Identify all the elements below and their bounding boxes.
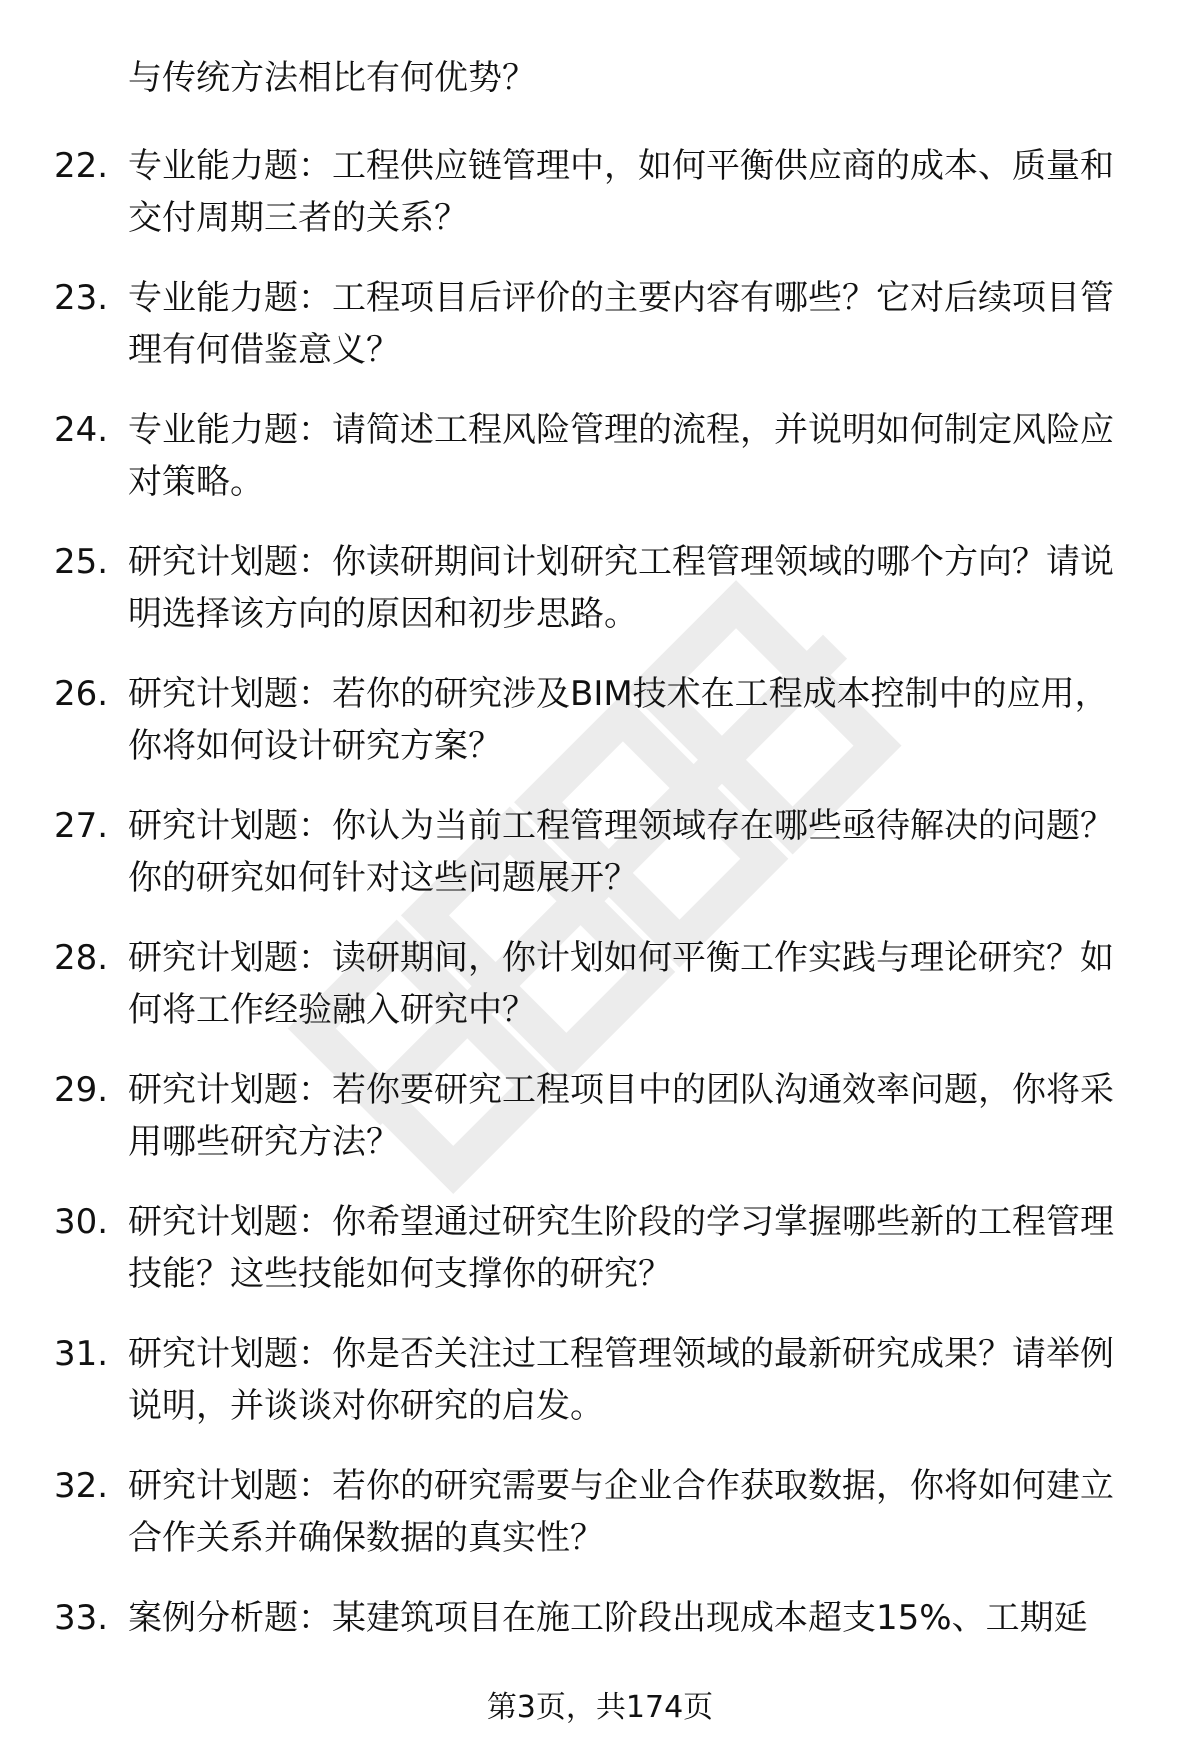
question-item: [0, 1460, 1200, 1592]
question-item: [0, 800, 1200, 932]
question-text: 专业能力题：工程项目后评价的主要内容有哪些？它对后续项目管理有何借鉴意义？: [128, 278, 1114, 370]
question-text: 研究计划题：读研期间，你计划如何平衡工作实践与理论研究？如何将工作经验融入研究中？: [128, 938, 1114, 1030]
question-text: 研究计划题：你认为当前工程管理领域存在哪些亟待解决的问题？你的研究如何针对这些问题展开？: [128, 806, 1114, 898]
question-text: 专业能力题：请简述工程风险管理的流程，并说明如何制定风险应对策略。: [128, 410, 1114, 502]
question-item: [0, 668, 1200, 800]
question-text: 专业能力题：工程供应链管理中，如何平衡供应商的成本、质量和交付周期三者的关系？: [128, 146, 1114, 238]
question-item: [0, 404, 1200, 536]
question-item: [0, 1196, 1200, 1328]
question-number: 25.: [54, 542, 109, 582]
question-number: 30.: [54, 1202, 109, 1242]
question-number: 31.: [54, 1334, 109, 1374]
question-number: 28.: [54, 938, 109, 978]
page-footer: 第3页，共174页: [486, 1690, 714, 1725]
question-text: 研究计划题：你读研期间计划研究工程管理领域的哪个方向？请说明选择该方向的原因和初步思路。: [128, 542, 1114, 634]
question-text: 研究计划题：你是否关注过工程管理领域的最新研究成果？请举例说明，并谈谈对你研究的启发。: [128, 1334, 1114, 1426]
question-item: [0, 272, 1200, 404]
question-item: [0, 932, 1200, 1064]
question-number: 27.: [54, 806, 109, 846]
question-number: 22.: [54, 146, 109, 186]
question-text: 研究计划题：若你的研究需要与企业合作获取数据，你将如何建立合作关系并确保数据的真实性？: [128, 1466, 1114, 1558]
question-item: [0, 140, 1200, 272]
question-list: [0, 140, 1200, 1724]
question-number: 29.: [54, 1070, 109, 1110]
question-number: 32.: [54, 1466, 109, 1506]
question-text: 案例分析题：某建筑项目在施工阶段出现成本超支15%、工期延: [128, 1598, 1088, 1638]
continued-question-text: 与传统方法相比有何优势？: [128, 58, 536, 98]
question-item: [0, 1064, 1200, 1196]
question-text: 研究计划题：若你要研究工程项目中的团队沟通效率问题，你将采用哪些研究方法？: [128, 1070, 1114, 1162]
question-number: 23.: [54, 278, 109, 318]
question-number: 26.: [54, 674, 109, 714]
question-text: 研究计划题：若你的研究涉及BIM技术在工程成本控制中的应用，你将如何设计研究方案？: [128, 674, 1109, 766]
question-number: 24.: [54, 410, 109, 450]
question-text: 研究计划题：你希望通过研究生阶段的学习掌握哪些新的工程管理技能？这些技能如何支撑你的研究？: [128, 1202, 1114, 1294]
question-item: [0, 536, 1200, 668]
question-item: [0, 1328, 1200, 1460]
question-number: 33.: [54, 1598, 109, 1638]
